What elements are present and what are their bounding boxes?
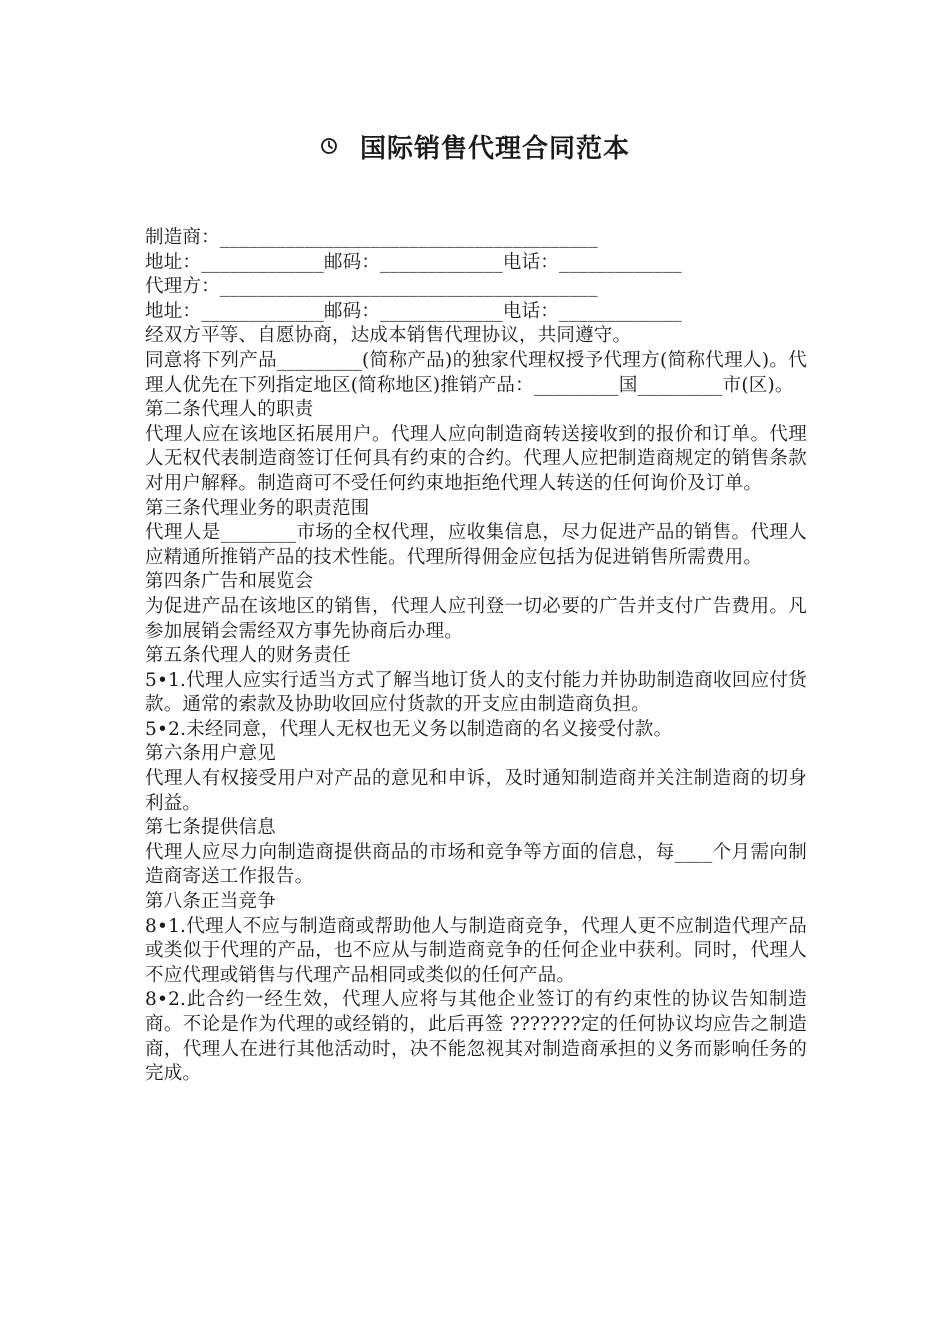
article-7-heading: 第七条提供信息 (145, 817, 276, 839)
article-4-text: 为促进产品在该地区的销售，代理人应刊登一切必要的广告并支付广告费用。凡参加展销会需经双方事先协商后办理。 (145, 595, 807, 642)
manufacturer-address-field: 地址：_____________邮码：_____________电话：_____________ (145, 251, 682, 273)
agreement-intro: 经双方平等、自愿协商，达成本销售代理协议，共同遵守。 (145, 325, 632, 347)
article-8-1-text: 8•1.代理人不应与制造商或帮助他人与制造商竞争，代理人更不应制造代理产品或类似于代理的产品，也不应从与制造商竞争的任何企业中获利。同时，代理人不应代理或销售与代理产品相同或类似的任何产品。 (145, 915, 807, 986)
agent-field: 代理方：________________________________________ (145, 276, 598, 298)
agent-address-field: 地址：_____________邮码：_____________电话：_____________ (145, 300, 682, 322)
document-title-row (0, 128, 950, 165)
article-3-heading: 第三条代理业务的职责范围 (145, 497, 370, 519)
document-title: 国际销售代理合同范本 (359, 134, 630, 164)
clock-icon (320, 132, 338, 150)
article-5-2-text: 5•2.未经同意，代理人无权也无义务以制造商的名义接受付款。 (145, 718, 673, 740)
article-6-text: 代理人有权接受用户对产品的意见和申诉，及时通知制造商并关注制造商的切身利益。 (145, 768, 807, 814)
article-8-heading: 第八条正当竞争 (145, 891, 276, 913)
document-body (145, 226, 807, 1087)
article-5-heading: 第五条代理人的财务责任 (145, 645, 351, 667)
article-1-text: 同意将下列产品_________(简称产品)的独家代理权授予代理方(简称代理人)。代理人优先在下列指定地区(简称地区)推销产品：_________国_________市(区)。 (145, 349, 807, 396)
article-7-text: 代理人应尽力向制造商提供商品的市场和竞争等方面的信息，每____个月需向制造商寄送工作报告。 (145, 841, 807, 888)
article-8-2-text: 8•2.此合约一经生效，代理人应将与其他企业签订的有约束性的协议告知制造商。不论是作为代理的或经销的，此后再签 ???????定的任何协议均应告之制造商，代理人在进行其他活动时，决不能忽视其对制造商承担的义务而影响任务的完成。 (145, 989, 807, 1085)
article-5-1-text: 5•1.代理人应实行适当方式了解当地订货人的支付能力并协助制造商收回应付货款。通常的索款及协助收回应付货款的开支应由制造商负担。 (145, 669, 807, 716)
article-4-heading: 第四条广告和展览会 (145, 571, 314, 593)
article-6-heading: 第六条用户意见 (145, 743, 276, 765)
manufacturer-field: 制造商：________________________________________ (145, 227, 598, 248)
article-2-heading: 第二条代理人的职责 (145, 399, 314, 421)
article-2-text: 代理人应在该地区拓展用户。代理人应向制造商转送接收到的报价和订单。代理人无权代表制造商签订任何具有约束的合约。代理人应把制造商规定的销售条款对用户解释。制造商可不受任何约束地拒绝代理人转送的任何询价及订单。 (145, 423, 807, 494)
article-3-text: 代理人是________市场的全权代理，应收集信息，尽力促进产品的销售。代理人应精通所推销产品的技术性能。代理所得佣金应包括为促进销售所需费用。 (145, 522, 807, 568)
